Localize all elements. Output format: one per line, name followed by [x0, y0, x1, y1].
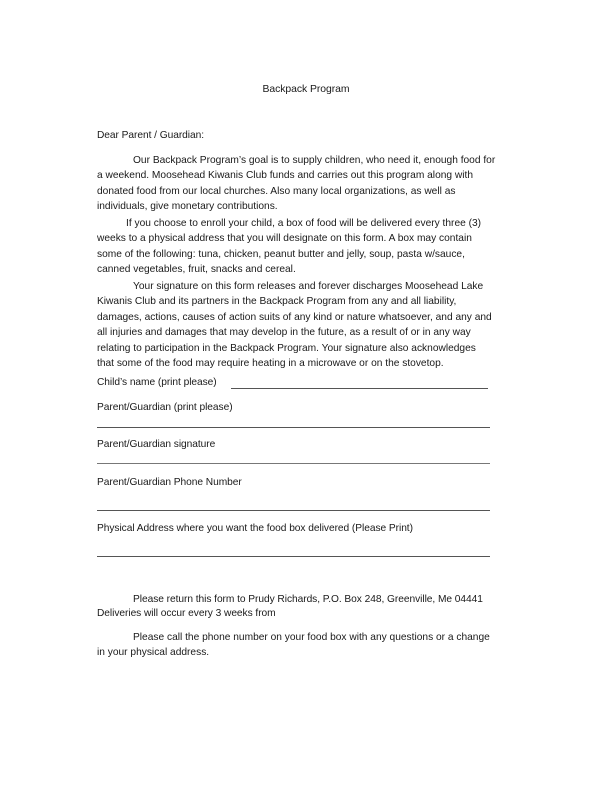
- paragraph-enrollment: [97, 216, 497, 278]
- paragraph-line: damages, actions, causes of action suits of any kind or nature whatsoever, and any and: [97, 311, 492, 323]
- paragraph-line: relating to participation in the Backpack Program. Your signature also acknowledges: [97, 342, 476, 354]
- paragraph-line: Your signature on this form releases and forever discharges Moosehead Lake: [133, 281, 484, 292]
- paragraph-liability-release: [97, 279, 497, 371]
- physical-address-field[interactable]: [97, 556, 490, 557]
- paragraph-line: individuals, give monetary contributions.: [97, 201, 278, 213]
- salutation: Dear Parent / Guardian:: [97, 130, 205, 141]
- paragraph-line: Our Backpack Program’s goal is to supply children, who need it, enough food for: [133, 155, 496, 166]
- paragraph-line: Kiwanis Club and its partners in the Backpack Program from any and all liability,: [97, 296, 457, 308]
- paragraph-line: canned vegetables, fruit, snacks and cereal.: [97, 264, 296, 276]
- return-instructions: Please return this form to Prudy Richards, P.O. Box 248, Greenville, Me 04441: [133, 594, 483, 605]
- child-name-label: Child’s name (print please): [97, 377, 217, 388]
- paragraph-line: all injuries and damages that may develop in the future, as a result of or in any way: [97, 327, 471, 339]
- parent-signature-field[interactable]: [97, 463, 490, 464]
- paragraph-line: that some of the food may require heating in a microwave or on the stovetop.: [97, 358, 444, 370]
- paragraph-line: some of the following: tuna, chicken, peanut butter and jelly, soup, pasta w/sauce,: [97, 248, 465, 260]
- paragraph-line: in your physical address.: [97, 647, 210, 659]
- contact-note: [97, 630, 497, 661]
- parent-name-label: Parent/Guardian (print please): [97, 402, 233, 413]
- physical-address-label: Physical Address where you want the food box delivered (Please Print): [97, 523, 413, 534]
- child-name-field[interactable]: [231, 388, 488, 389]
- paragraph-program-goal: [97, 153, 497, 215]
- parent-name-field[interactable]: [97, 427, 490, 428]
- paragraph-line: Please call the phone number on your food box with any questions or a change: [133, 632, 490, 643]
- paragraph-line: donated food from our local churches. Also many local organizations, as well as: [97, 185, 456, 197]
- parent-signature-label: Parent/Guardian signature: [97, 439, 216, 450]
- parent-phone-field[interactable]: [97, 510, 490, 511]
- paragraph-line: If you choose to enroll your child, a box of food will be delivered every three (3): [126, 218, 482, 229]
- deliveries-note: Deliveries will occur every 3 weeks from: [97, 608, 276, 619]
- paragraph-line: weeks to a physical address that you will designate on this form. A box may contain: [97, 233, 472, 245]
- paragraph-line: a weekend. Moosehead Kiwanis Club funds and carries out this program along with: [97, 170, 474, 182]
- parent-phone-label: Parent/Guardian Phone Number: [97, 477, 242, 488]
- document-title: Backpack Program: [262, 84, 350, 95]
